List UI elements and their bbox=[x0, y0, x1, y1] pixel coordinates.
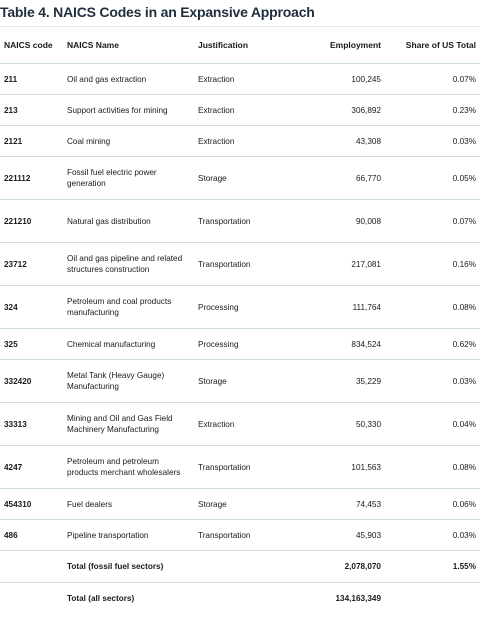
cell-code: 23712 bbox=[0, 243, 63, 286]
cell-code: 332420 bbox=[0, 360, 63, 403]
cell-code: 2121 bbox=[0, 126, 63, 157]
cell-share: 0.03% bbox=[385, 360, 480, 403]
table-row bbox=[0, 403, 480, 446]
header-share: Share of US Total bbox=[385, 27, 480, 64]
table-row bbox=[0, 286, 480, 329]
cell-employment: 90,008 bbox=[278, 200, 385, 243]
cell-share: 0.03% bbox=[385, 126, 480, 157]
cell-name: Fossil fuel electric power generation bbox=[63, 157, 194, 200]
cell-justification: Extraction bbox=[194, 403, 278, 446]
cell-justification: Processing bbox=[194, 286, 278, 329]
table-row bbox=[0, 329, 480, 360]
cell-employment: 45,903 bbox=[278, 520, 385, 551]
cell-name: Chemical manufacturing bbox=[63, 329, 194, 360]
table-row bbox=[0, 126, 480, 157]
cell-share: 0.05% bbox=[385, 157, 480, 200]
cell-justification: Transportation bbox=[194, 446, 278, 489]
cell-code: 454310 bbox=[0, 489, 63, 520]
cell-employment: 66,770 bbox=[278, 157, 385, 200]
cell-justification: Storage bbox=[194, 489, 278, 520]
cell-code: 221112 bbox=[0, 157, 63, 200]
cell-name: Petroleum and coal products manufacturing bbox=[63, 286, 194, 329]
total-fossil-label: Total (fossil fuel sectors) bbox=[63, 551, 278, 583]
table-row bbox=[0, 64, 480, 95]
cell-share: 0.07% bbox=[385, 64, 480, 95]
cell-justification: Storage bbox=[194, 360, 278, 403]
cell-employment: 834,524 bbox=[278, 329, 385, 360]
cell-code: 324 bbox=[0, 286, 63, 329]
cell-share: 0.08% bbox=[385, 286, 480, 329]
table-row bbox=[0, 157, 480, 200]
cell-name: Oil and gas extraction bbox=[63, 64, 194, 95]
cell-code: 325 bbox=[0, 329, 63, 360]
cell-share: 0.06% bbox=[385, 489, 480, 520]
cell-justification: Transportation bbox=[194, 200, 278, 243]
cell-name: Metal Tank (Heavy Gauge) Manufacturing bbox=[63, 360, 194, 403]
header-row bbox=[0, 27, 480, 64]
cell-code: 213 bbox=[0, 95, 63, 126]
cell-justification: Extraction bbox=[194, 64, 278, 95]
cell-name: Natural gas distribution bbox=[63, 200, 194, 243]
cell-share: 0.16% bbox=[385, 243, 480, 286]
table-row bbox=[0, 360, 480, 403]
cell-name: Support activities for mining bbox=[63, 95, 194, 126]
total-all-empty-cell bbox=[0, 583, 63, 615]
cell-code: 33313 bbox=[0, 403, 63, 446]
cell-name: Petroleum and petroleum products merchant wholesalers bbox=[63, 446, 194, 489]
cell-employment: 101,563 bbox=[278, 446, 385, 489]
cell-share: 0.23% bbox=[385, 95, 480, 126]
cell-employment: 74,453 bbox=[278, 489, 385, 520]
cell-share: 0.62% bbox=[385, 329, 480, 360]
table-row bbox=[0, 200, 480, 243]
cell-justification: Transportation bbox=[194, 243, 278, 286]
cell-employment: 50,330 bbox=[278, 403, 385, 446]
header-justification: Justification bbox=[194, 27, 278, 64]
total-all-label: Total (all sectors) bbox=[67, 594, 135, 603]
cell-code: 221210 bbox=[0, 200, 63, 243]
cell-name: Mining and Oil and Gas Field Machinery Manufacturing bbox=[63, 403, 194, 446]
cell-share: 0.07% bbox=[385, 200, 480, 243]
cell-justification: Storage bbox=[194, 157, 278, 200]
total-fossil-share: 1.55% bbox=[385, 551, 480, 583]
header-employment: Employment bbox=[278, 27, 385, 64]
cell-name: Coal mining bbox=[63, 126, 194, 157]
cell-employment: 35,229 bbox=[278, 360, 385, 403]
naics-table bbox=[0, 26, 480, 614]
table-row bbox=[0, 243, 480, 286]
cell-employment: 100,245 bbox=[278, 64, 385, 95]
table-row bbox=[0, 520, 480, 551]
table-row bbox=[0, 489, 480, 520]
cell-code: 4247 bbox=[0, 446, 63, 489]
cell-justification: Extraction bbox=[194, 126, 278, 157]
total-all-row bbox=[0, 583, 480, 615]
cell-share: 0.03% bbox=[385, 520, 480, 551]
cell-employment: 217,081 bbox=[278, 243, 385, 286]
table-title: Table 4. NAICS Codes in an Expansive Approach bbox=[0, 4, 315, 20]
total-fossil-empty-cell bbox=[0, 551, 63, 583]
table-row bbox=[0, 95, 480, 126]
cell-name: Pipeline transportation bbox=[63, 520, 194, 551]
cell-employment: 306,892 bbox=[278, 95, 385, 126]
cell-code: 211 bbox=[0, 64, 63, 95]
total-all-share-empty bbox=[385, 583, 480, 615]
cell-justification: Transportation bbox=[194, 520, 278, 551]
cell-share: 0.04% bbox=[385, 403, 480, 446]
header-code: NAICS code bbox=[0, 27, 63, 64]
total-fossil-row bbox=[0, 551, 480, 583]
cell-employment: 43,308 bbox=[278, 126, 385, 157]
table-row bbox=[0, 446, 480, 489]
total-all-employment: 134,163,349 bbox=[335, 594, 381, 603]
cell-code: 486 bbox=[0, 520, 63, 551]
cell-name: Oil and gas pipeline and related structures construction bbox=[63, 243, 194, 286]
cell-justification: Processing bbox=[194, 329, 278, 360]
cell-share: 0.08% bbox=[385, 446, 480, 489]
total-fossil-employment: 2,078,070 bbox=[278, 551, 385, 583]
cell-employment: 111,764 bbox=[278, 286, 385, 329]
header-name: NAICS Name bbox=[63, 27, 194, 64]
cell-justification: Extraction bbox=[194, 95, 278, 126]
cell-name: Fuel dealers bbox=[63, 489, 194, 520]
